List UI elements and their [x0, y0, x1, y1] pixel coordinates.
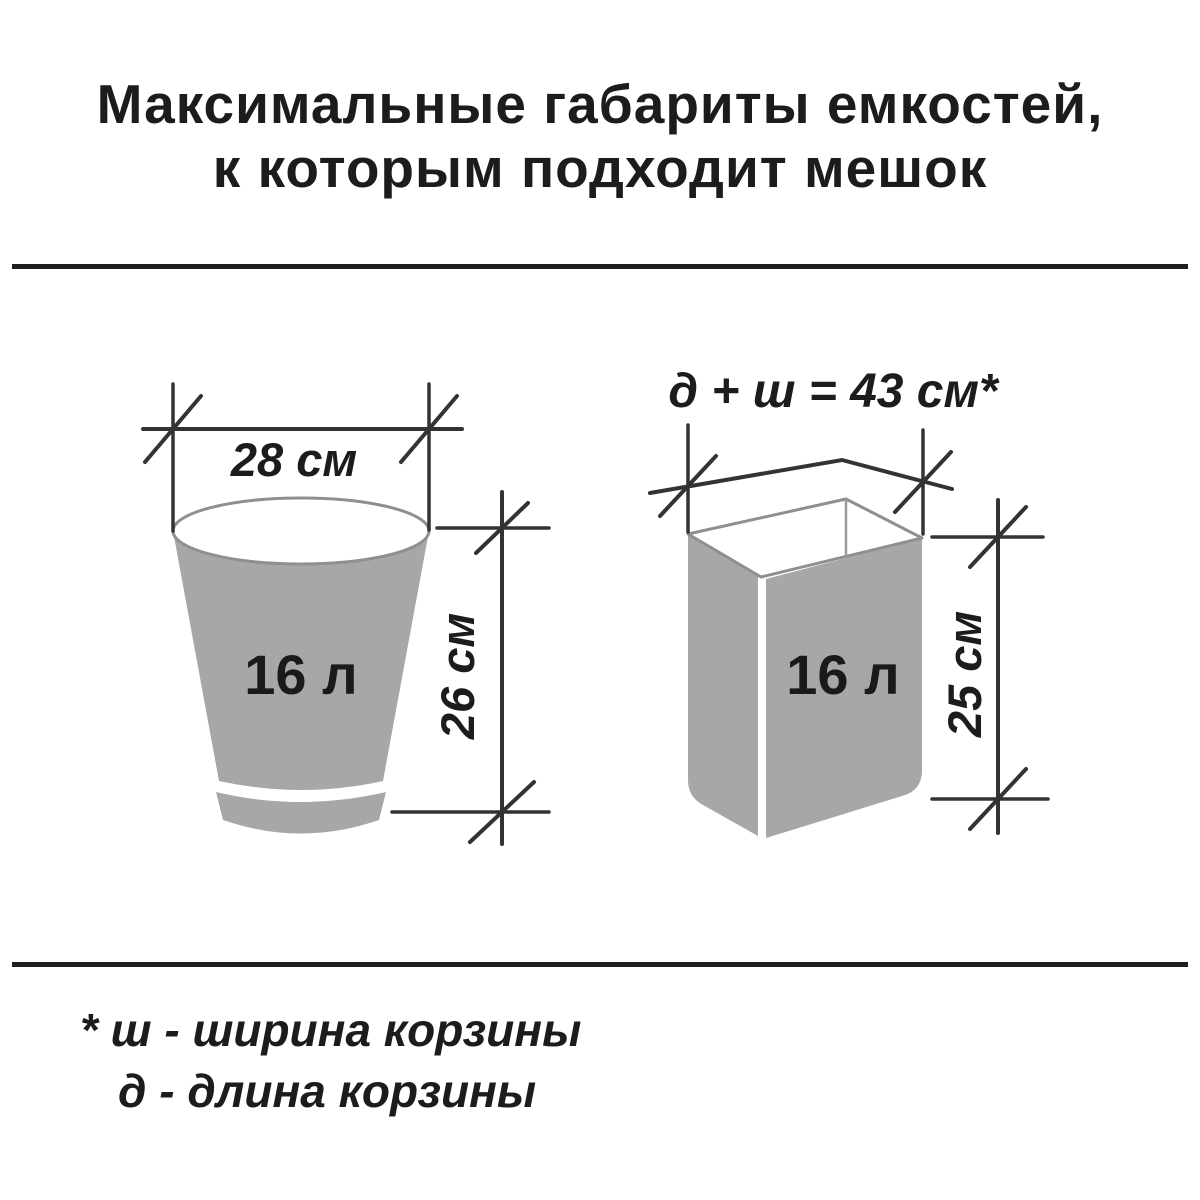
footnote-line-1: * ш - ширина корзины	[80, 1004, 582, 1056]
title-line-2: к которым подходит мешок	[212, 137, 988, 199]
bottom-divider	[12, 962, 1188, 967]
basket-height-label: 25 см	[938, 610, 991, 738]
footnote	[80, 1000, 581, 1122]
bucket-volume-label: 16 л	[244, 643, 358, 706]
basket-left-face	[688, 534, 758, 836]
bucket-base	[216, 792, 386, 834]
basket-volume-label: 16 л	[786, 643, 900, 706]
bucket-height-label: 26 см	[431, 612, 484, 740]
title-line-1: Максимальные габариты емкостей,	[96, 73, 1104, 135]
bucket-width-label: 28 см	[230, 433, 358, 486]
basket-top-dimension-label: д + ш = 43 см*	[668, 365, 998, 418]
footnote-line-2: д - длина корзины	[118, 1065, 537, 1117]
bucket-opening	[173, 498, 429, 564]
